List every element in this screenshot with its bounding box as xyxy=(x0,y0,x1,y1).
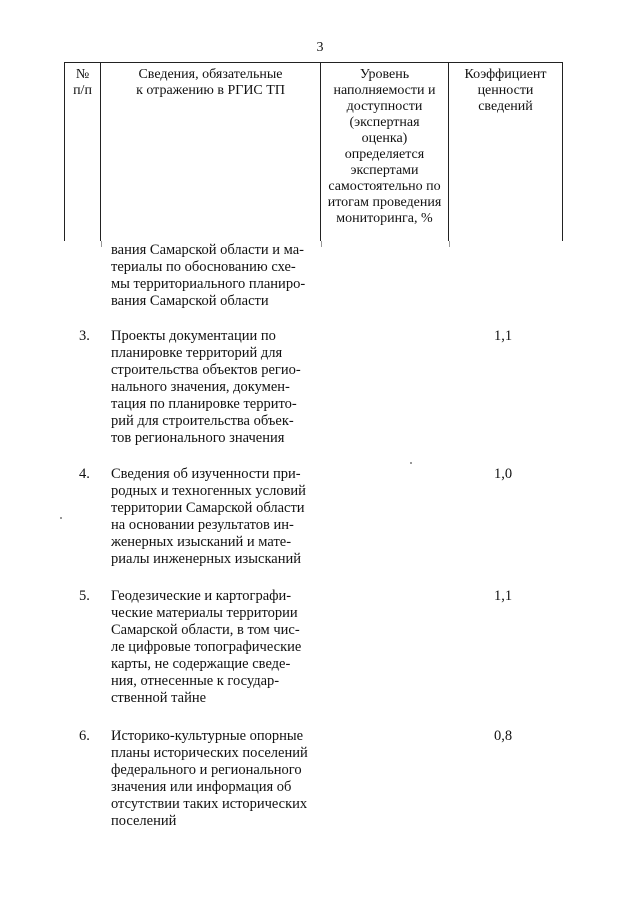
row-text: Геодезические и картографи- ческие материалы территории Самарской области, в том чис- ле цифровые топографические карты, не содержащие сведе- ния, отнесенные к государ- ственной тайне xyxy=(111,588,302,706)
row-coefficient: 1,1 xyxy=(494,588,513,604)
row-text: Историко-культурные опорные планы исторических поселений федерального и регионального значения или информация об отсутствии таких исторических поселений xyxy=(111,728,308,829)
header-information: Сведения, обязательные к отражению в РГИС ТП xyxy=(101,63,321,241)
header-number: № п/п xyxy=(65,63,101,241)
row-coefficient: 1,1 xyxy=(494,328,513,344)
row-coefficient: 1,0 xyxy=(494,466,513,482)
row-number: 4. xyxy=(79,466,90,482)
column-break-mark xyxy=(449,241,450,247)
row-number: 5. xyxy=(79,588,90,604)
page-number: 3 xyxy=(316,40,324,55)
continuation-text: вания Самарской области и ма- териалы по обоснованию схе- мы территориального планиро- вания Самарской области xyxy=(111,242,306,309)
header-coefficient: Коэффициент ценности сведений xyxy=(464,67,547,114)
row-text: Сведения об изученности при- родных и техногенных условий территории Самарской области на основании результатов ин- женерных изысканий и мате- риалы инженерных изысканий xyxy=(111,466,306,567)
row-coefficient: 0,8 xyxy=(494,728,513,744)
row-number: 6. xyxy=(79,728,90,744)
scan-speck xyxy=(60,517,62,519)
column-break-mark xyxy=(101,241,102,247)
header-level: Уровень наполняемости и доступности (экспертная оценка) определяется экспертами самостоятельно по итогам проведения мониторинга, % xyxy=(321,63,449,241)
row-text: Проекты документации по планировке территорий для строительства объектов регио- нального значения, докумен- тация по планировке террито- рий для строительства объек- тов регионального значения xyxy=(111,328,301,446)
table-header xyxy=(64,62,563,241)
row-number: 3. xyxy=(79,328,90,344)
scan-speck xyxy=(410,462,412,464)
